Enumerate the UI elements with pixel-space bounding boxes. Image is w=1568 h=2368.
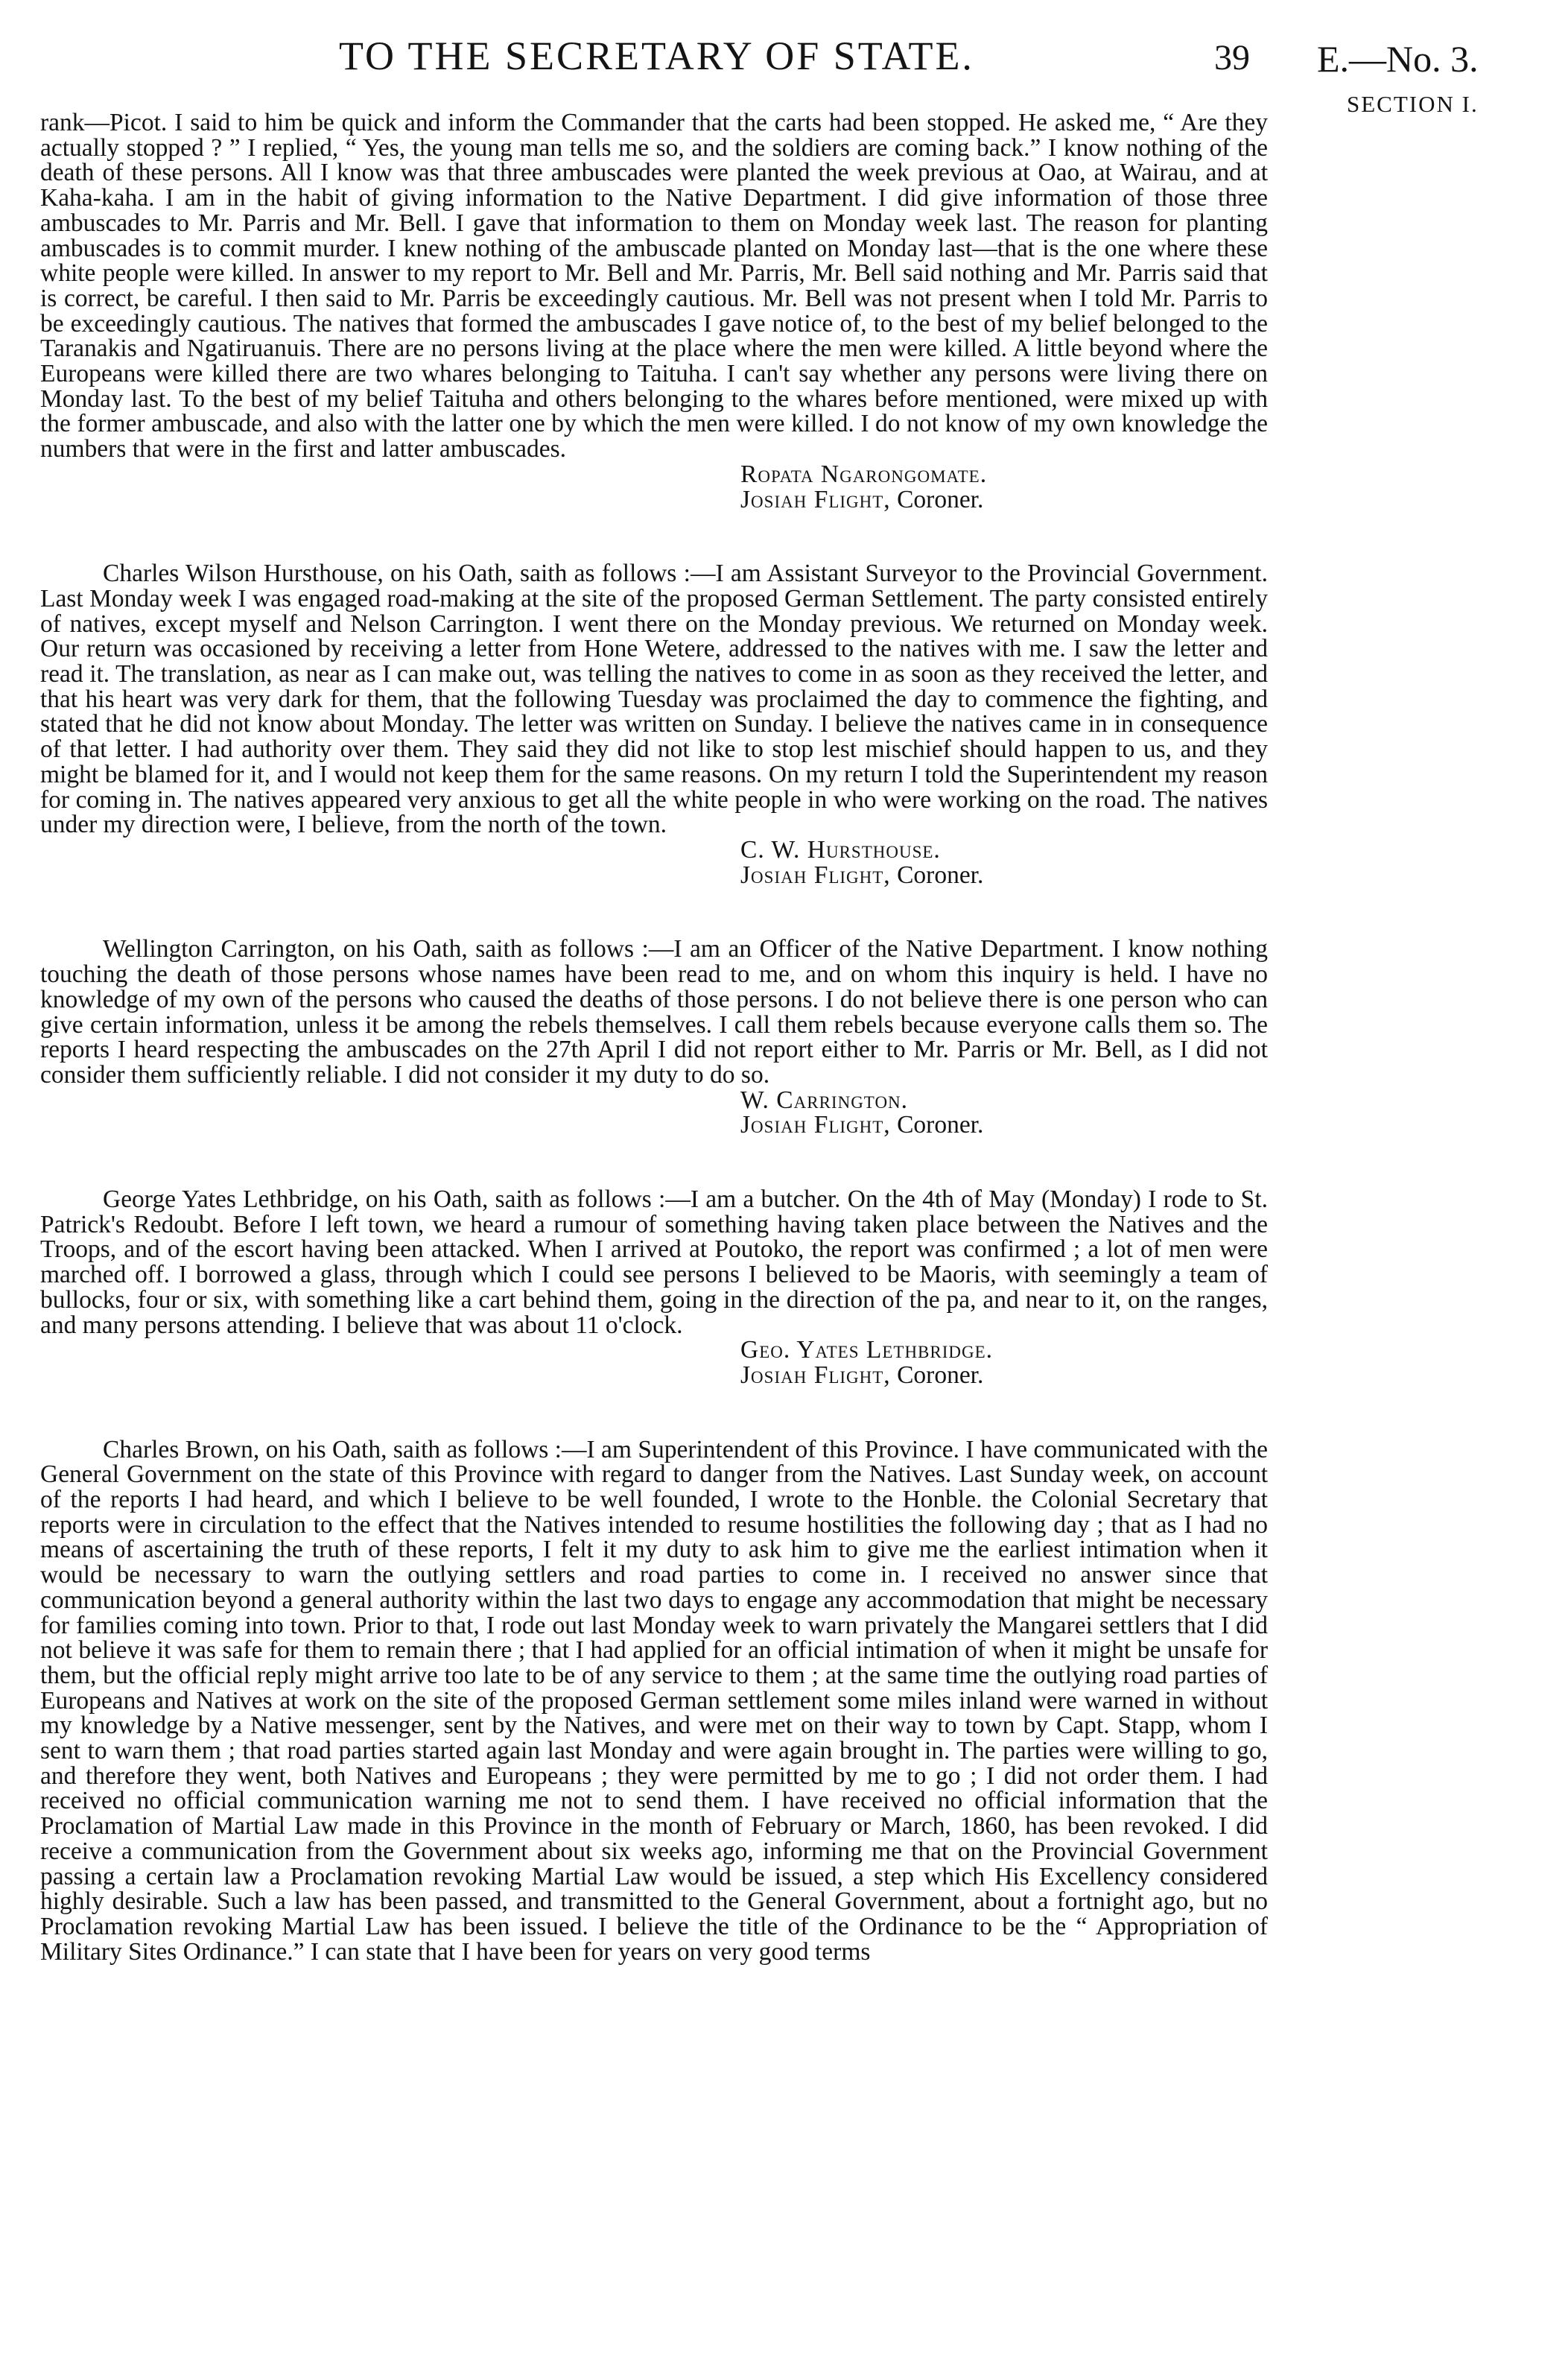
coroner-signature	[40, 487, 1268, 513]
body-text	[40, 110, 1268, 1964]
section-gap	[40, 1138, 1268, 1187]
testimony-paragraph: rank—Picot. I said to him be quick and inform the Commander that the carts had been stopped. He asked me, “ Are they actually stopped ? ” I replied, “ Yes, the young man tells me so, and the soldiers are coming back.” I know nothing of the death of these persons. All I know was that three ambuscades were planted the week previous at Oao, at Wairau, and at Kaha-kaha. I am in the habit of giving information to the Native Department. I did give information of those three ambuscades to Mr. Parris and Mr. Bell. I gave that information to them on Monday week last. The reason for planting ambuscades is to commit murder. I knew nothing of the ambuscade planted on Monday last—that is the one where these white people were killed. In answer to my report to Mr. Bell and Mr. Parris, Mr. Bell said nothing and Mr. Parris said that is correct, be careful. I then said to Mr. Parris be exceedingly cautious. Mr. Bell was not present when I told Mr. Parris to be exceedingly cautious. The natives that formed the ambuscades I gave notice of, to the best of my belief belonged to the Taranakis and Ngatiruanuis. There are no persons living at the place where the men were killed. A little beyond where the Europeans were killed there are two whares belonging to Taituha. I can't say whether any persons were living there on Monday last. To the best of my belief Taituha and others belonging to the whares before mentioned, were mixed up with the former ambuscade, and also with the latter one by which the men were killed. I do not know of my own knowledge the numbers that were in the first and latter ambuscades.	[40, 109, 1268, 463]
coroner-name: Josiah Flight,	[740, 485, 891, 513]
paper-reference: E.—No. 3.	[1317, 38, 1479, 80]
page-number: 39	[1214, 38, 1250, 77]
section-label: SECTION I.	[1347, 91, 1479, 117]
witness-name: Ropata Ngarongomate.	[740, 460, 988, 488]
coroner-title: Coroner.	[897, 861, 984, 889]
section-gap	[40, 887, 1268, 937]
coroner-name: Josiah Flight,	[740, 1361, 891, 1389]
witness-name: C. W. Hursthouse.	[740, 835, 941, 864]
testimony-paragraph: Charles Wilson Hursthouse, on his Oath, saith as follows :—I am Assistant Surveyor to the Provincial Government. Last Monday week I was engaged road-making at the site of the proposed German Settlement. The party consisted entirely of natives, except myself and Nelson Carrington. I went there on the Monday previous. We returned on Monday week. Our return was occasioned by receiving a letter from Hone Wetere, addressed to the natives with me. I saw the letter and read it. The translation, as near as I can make out, was telling the natives to come in as soon as they received the letter, and that his heart was very dark for them, that the following Tuesday was proclaimed the day to commence the fighting, and stated that he did not know about Monday. The letter was written on Sunday. I believe the natives came in in consequence of that letter. I had authority over them. They said they did not like to stop lest mischief should happen to us, and they might be blamed for it, and I would not keep them for the same reasons. On my return I told the Superintendent my reason for coming in. The natives appeared very anxious to get all the white people in who were working on the road. The natives under my direction were, I believe, from the north of the town.	[40, 560, 1268, 839]
coroner-name: Josiah Flight,	[740, 1111, 891, 1139]
coroner-name: Josiah Flight,	[740, 861, 891, 889]
coroner-title: Coroner.	[897, 485, 984, 513]
witness-signature	[40, 835, 1268, 864]
testimony-paragraph: Charles Brown, on his Oath, saith as follows :—I am Superintendent of this Province. I have communicated with the General Government on the state of this Province with regard to danger from the Natives. Last Sunday week, on account of the reports I had heard, and which I believe to be well founded, I wrote to the Honble. the Colonial Secretary that reports were in circulation to the effect that the Natives intended to resume hostilities the following day ; that as I had no means of ascertaining the truth of these reports, I felt it my duty to ask him to give me the earliest intimation when it would be necessary to warn the outlying settlers and road parties to come in. I received no answer since that communication beyond a general authority within the last two days to engage any accommodation that might be necessary for families coming into town. Prior to that, I rode out last Monday week to warn privately the Mangarei settlers that I did not believe it was safe for them to remain there ; that I had applied for an official intimation of when it might be unsafe for them, but the official reply might arrive too late to be of any service to them ; at the same time the outlying road parties of Europeans and Natives at work on the site of the proposed German settlement some miles inland were warned in without my knowledge by a Native messenger, sent by the Natives, and were met on their way to town by Capt. Stapp, whom I sent to warn them ; that road parties started again last Monday and were again brought in. The parties were willing to go, and therefore they went, both Natives and Europeans ; they were permitted by me to go ; I did not order them. I had received no official communication warning me not to send them. I have received no official information that the Proclamation of Martial Law made in this Province in the month of February or March, 1860, has been revoked. I did receive a communication from the Government about six weeks ago, informing me that on the Provincial Government passing a certain law a Proclamation revoking Martial Law would be issued, a step which His Excellency considered highly desirable. Such a law has been passed, and transmitted to the General Government, about a fortnight ago, but no Proclamation revoking Martial Law has been issued. I believe the title of the Ordinance to be the “ Appropriation of Military Sites Ordinance.” I can state that I have been for years on very good terms	[40, 1435, 1268, 1966]
running-header-title: TO THE SECRETARY OF STATE.	[339, 34, 974, 78]
testimony-paragraph: Wellington Carrington, on his Oath, saith as follows :—I am an Officer of the Native Department. I know nothing touching the death of those persons whose names have been read to me, and on whom this inquiry is held. I have no knowledge of my own of the persons who caused the deaths of those persons. I do not believe there is one person who can give certain information, unless it be among the rebels themselves. I call them rebels because everyone calls them so. The reports I heard respecting the ambuscades on the 27th April I did not report either to Mr. Parris or Mr. Bell, as I did not consider them sufficiently reliable. I did not consider it my duty to do so.	[40, 935, 1268, 1089]
coroner-title: Coroner.	[897, 1361, 984, 1389]
witness-signature	[40, 1337, 1268, 1363]
coroner-title: Coroner.	[897, 1111, 984, 1139]
testimony-paragraph: George Yates Lethbridge, on his Oath, saith as follows :—I am a butcher. On the 4th of May (Monday) I rode to St. Patrick's Redoubt. Before I left town, we heard a rumour of something having taken place between the Natives and the Troops, and of the escort having been attacked. When I arrived at Poutoko, the report was confirmed ; a lot of men were marched off. I borrowed a glass, through which I could see persons I believed to be Maoris, with seemingly a team of bullocks, four or six, with something like a cart behind them, going in the direction of the pa, and near to it, on the ranges, and many persons attending. I believe that was about 11 o'clock.	[40, 1185, 1268, 1339]
coroner-signature	[40, 1112, 1268, 1138]
witness-signature	[40, 462, 1268, 487]
witness-name: Geo. Yates Lethbridge.	[740, 1336, 994, 1364]
section-gap	[40, 1388, 1268, 1437]
witness-name: W. Carrington.	[740, 1086, 909, 1114]
witness-signature	[40, 1088, 1268, 1113]
coroner-signature	[40, 1363, 1268, 1388]
section-gap	[40, 512, 1268, 561]
coroner-signature	[40, 863, 1268, 888]
